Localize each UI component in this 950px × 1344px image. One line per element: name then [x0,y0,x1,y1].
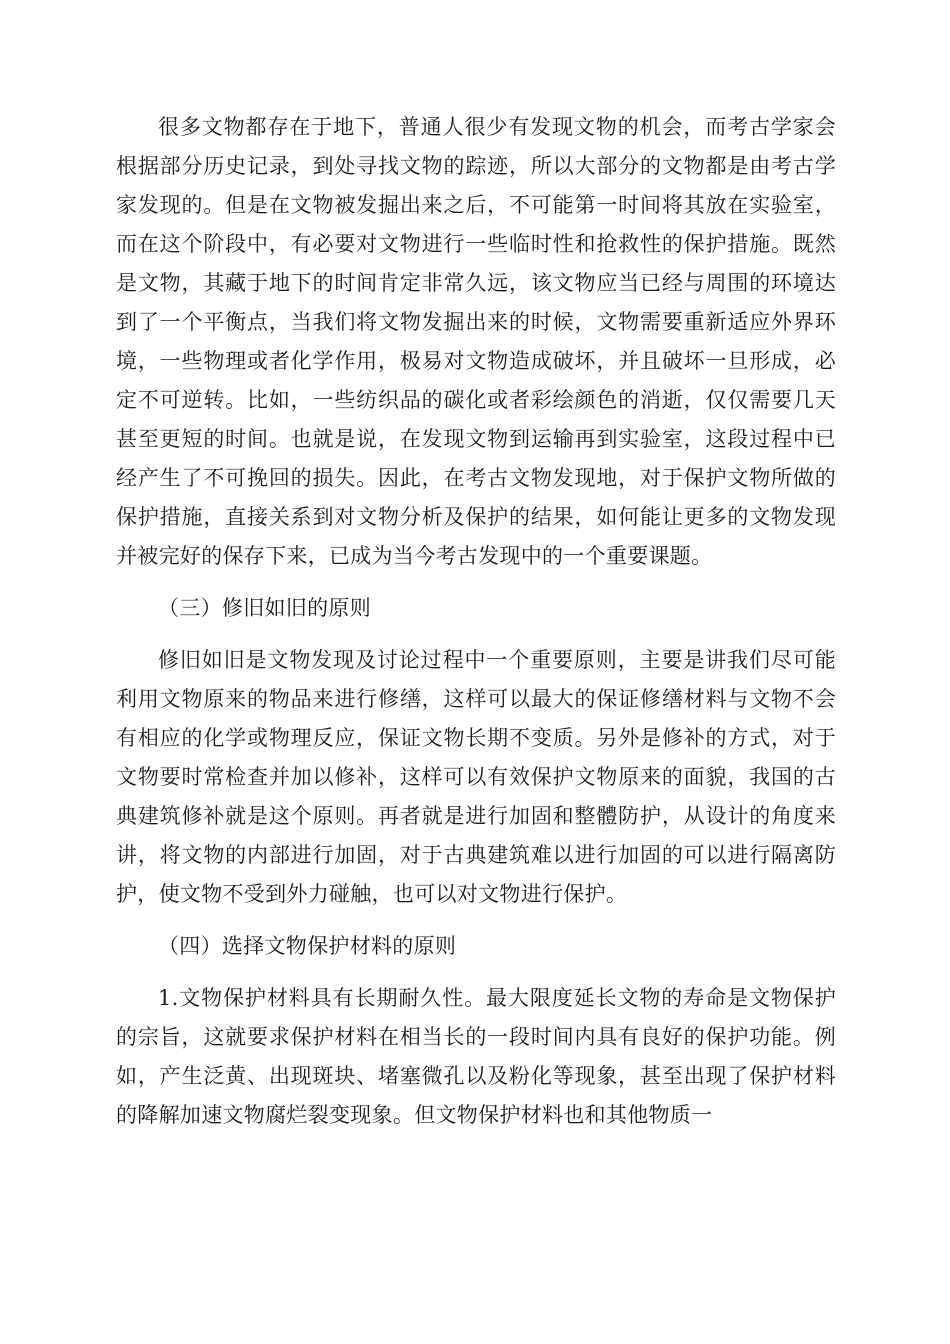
paragraph-material-durability: 1.文物保护材料具有长期耐久性。最大限度延长文物的寿命是文物保护的宗旨，这就要求保护材料在相当长的一段时间内具有良好的保护功能。例如，产生泛黄、出现斑块、堵塞微孔以及粉化等现象，甚至出现了保护材料的降解加速文物腐烂裂变现象。但文物保护材料也和其他物质一 [116,986,836,1127]
paragraph-restore-as-old: 修旧如旧是文物发现及讨论过程中一个重要原则，主要是讲我们尽可能利用文物原来的物品来进行修缮，这样可以最大的保证修缮材料与文物不会有相应的化学或物理反应，保证文物长期不变质。另外是修补的方式，对于文物要时常检查并加以修补，这样可以有效保护文物原来的面貌，我国的古典建筑修补就是这个原则。再者就是进行加固和整體防护，从设计的角度来讲，将文物的内部进行加固，对于古典建筑难以进行加固的可以进行隔离防护，使文物不受到外力碰触，也可以对文物进行保护。 [116,648,836,906]
paragraph-artifact-discovery: 很多文物都存在于地下，普通人很少有发现文物的机会，而考古学家会根据部分历史记录，到处寻找文物的踪迹，所以大部分的文物都是由考古学家发现的。但是在文物被发掘出来之后，不可能第一时间将其放在实验室，而在这个阶段中，有必要对文物进行一些临时性和抢救性的保护措施。既然是文物，其藏于地下的时间肯定非常久远，该文物应当已经与周围的环境达到了一个平衡点，当我们将文物发掘出来的时候，文物需要重新适应外界环境，一些物理或者化学作用，极易对文物造成破坏，并且破坏一旦形成，必定不可逆转。比如，一些纺织品的碳化或者彩绘颜色的消逝，仅仅需要几天甚至更短的时间。也就是说，在发现文物到运输再到实验室，这段过程中已经产生了不可挽回的损失。因此，在考古文物发现地，对于保护文物所做的保护措施，直接关系到对文物分析及保护的结果，如何能让更多的文物发现并被完好的保存下来，已成为当今考古发现中的一个重要课题。 [116,115,836,568]
heading-restore-as-old: （三）修旧如旧的原则 [158,596,371,620]
document-body [116,108,836,1135]
heading-protection-materials: （四）选择文物保护材料的原则 [158,934,457,958]
